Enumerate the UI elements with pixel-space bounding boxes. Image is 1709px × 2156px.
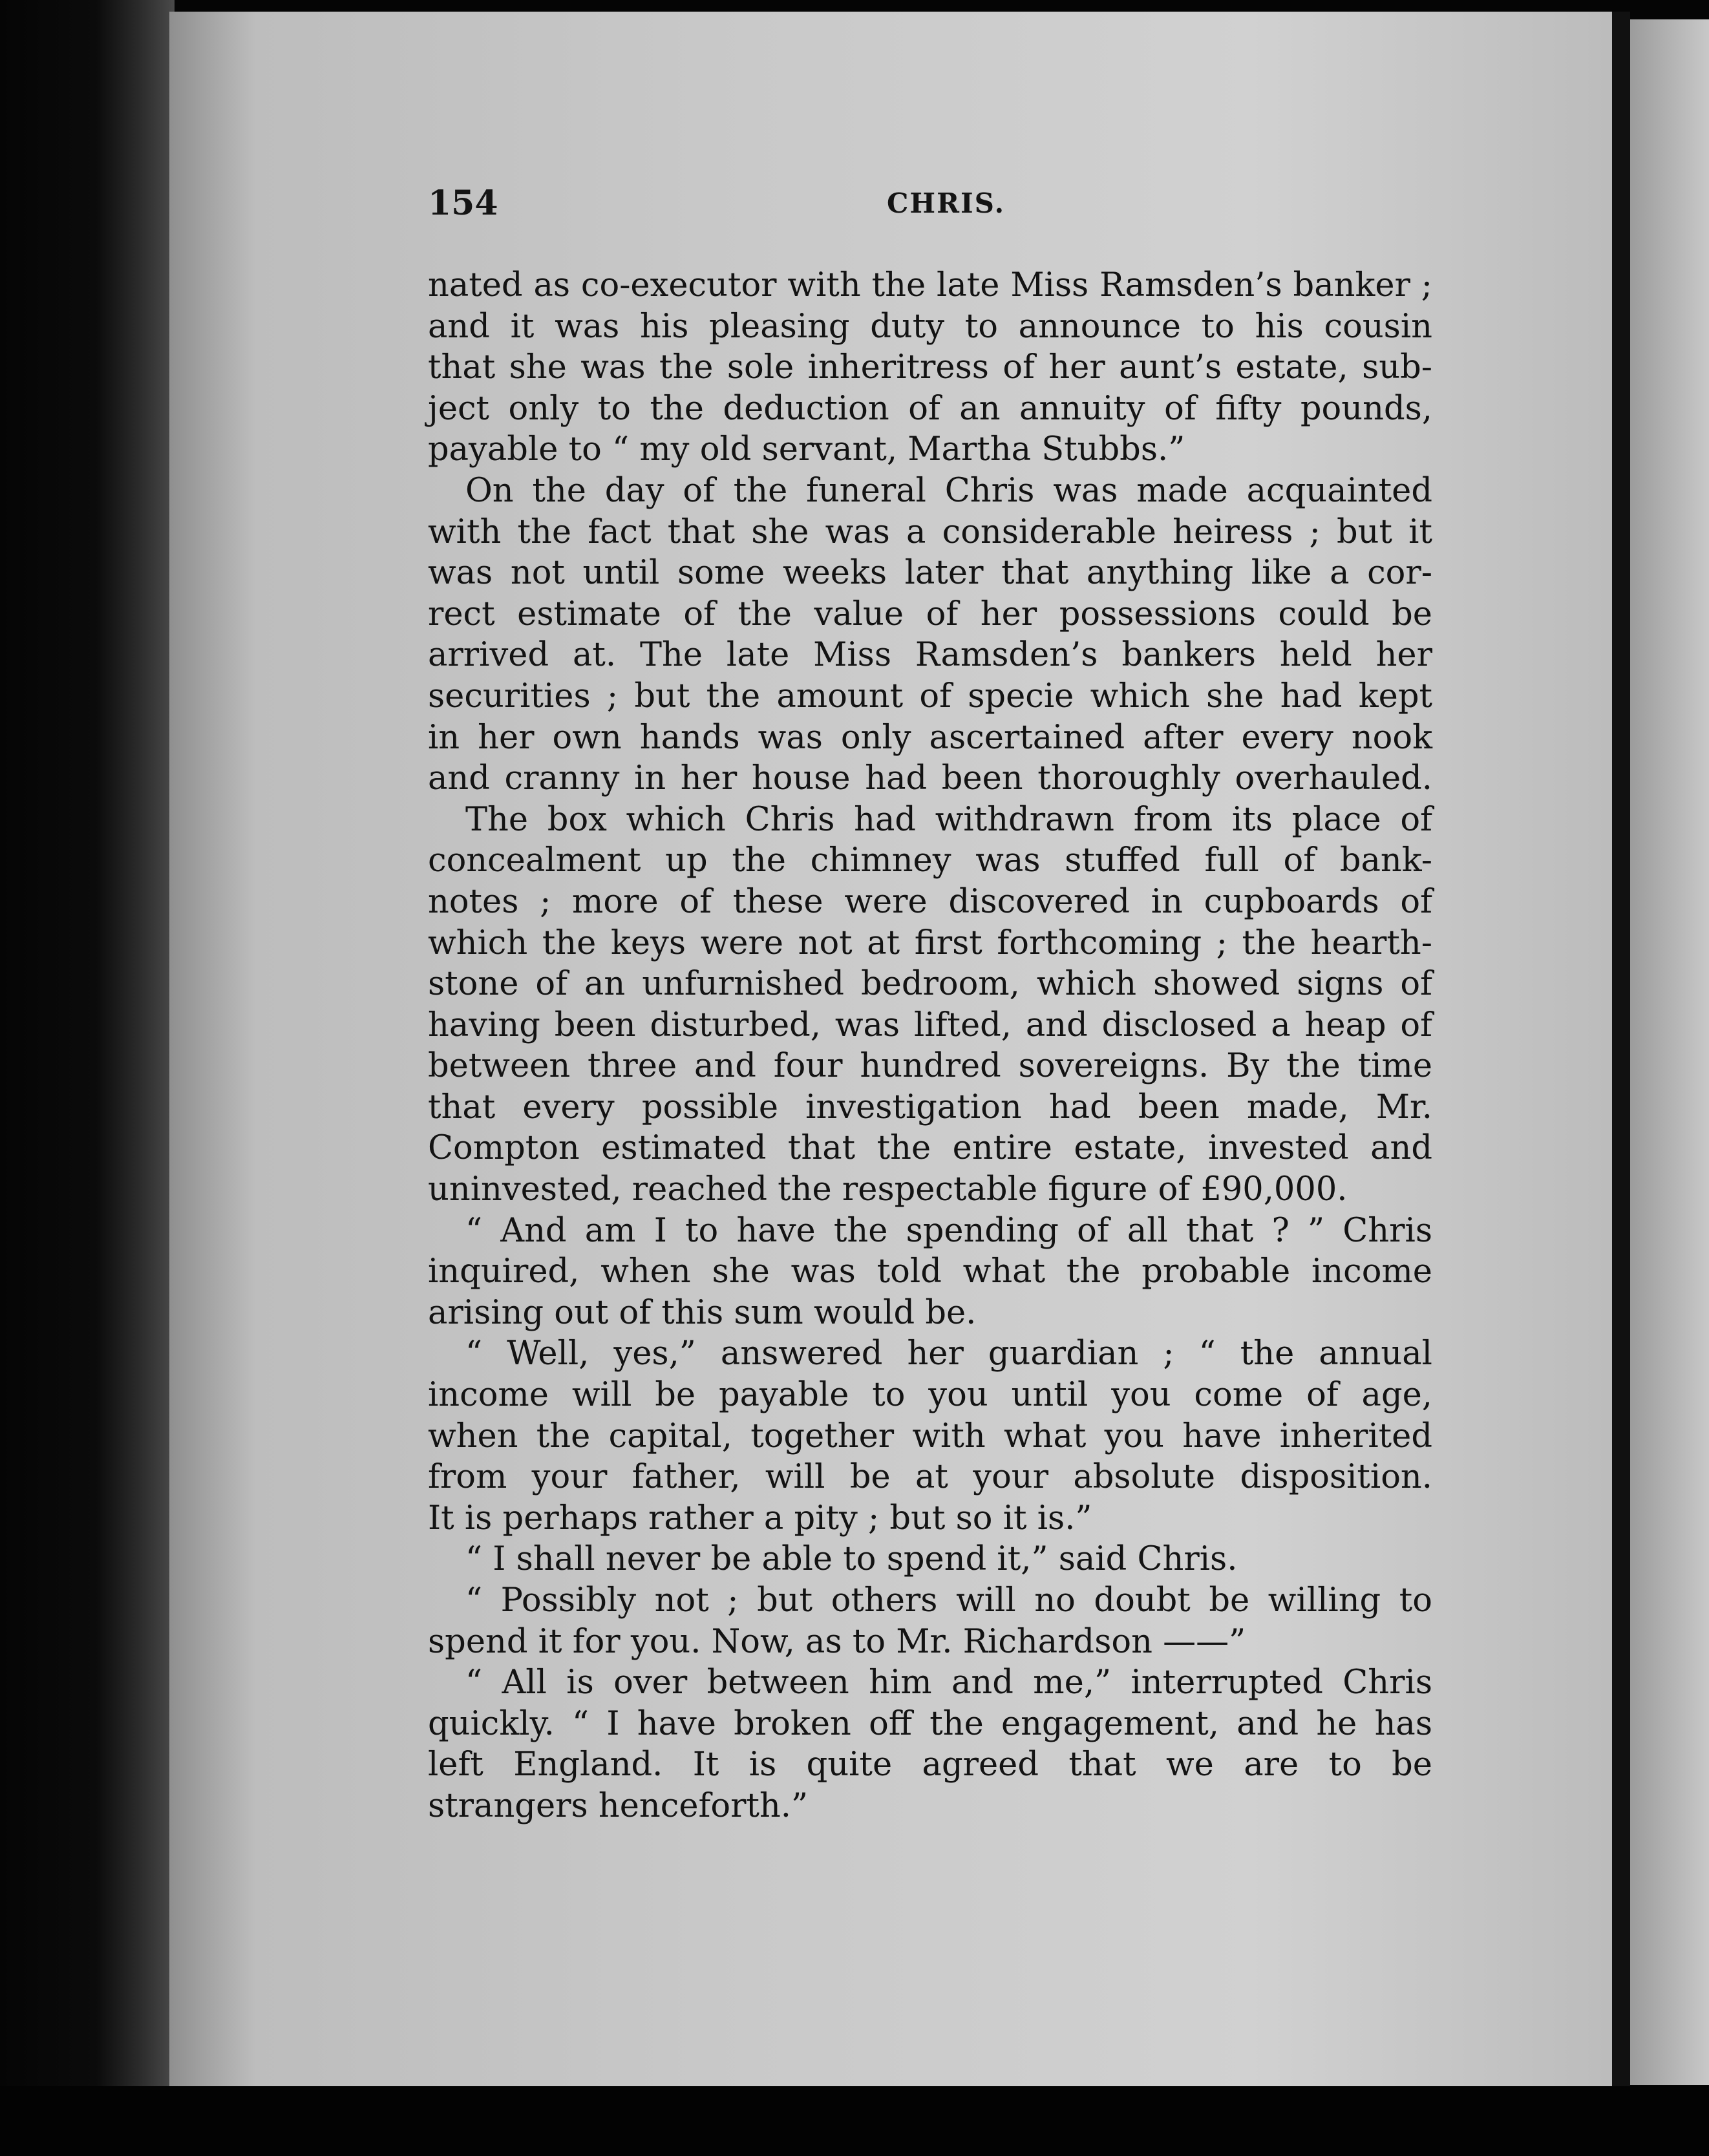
body-text: [428, 265, 1432, 1827]
adjacent-page-edge: [1630, 19, 1709, 2085]
text-line: “ And am I to have the spending of all that ? ” Chris: [465, 1211, 1432, 1250]
text-line: Compton estimated that the entire estate, invested and: [428, 1129, 1432, 1168]
text-line: that she was the sole inheritress of her aunt’s estate, sub-: [428, 348, 1432, 387]
text-line: It is perhaps rather a pity ; but so it is.”: [428, 1499, 1092, 1538]
text-line: arrived at. The late Miss Ramsden’s bankers held her: [428, 636, 1432, 675]
text-line: inquired, when she was told what the probable income: [428, 1252, 1432, 1291]
text-line: and cranny in her house had been thoroughly overhauled.: [428, 759, 1432, 798]
text-line: with the fact that she was a considerable heiress ; but it: [428, 513, 1432, 551]
text-line: payable to “ my old servant, Martha Stubbs.”: [428, 430, 1185, 469]
text-line: “ I shall never be able to spend it,” said Chris.: [465, 1540, 1238, 1579]
text-line: The box which Chris had withdrawn from its place of: [465, 800, 1432, 839]
text-line: rect estimate of the value of her possessions could be: [428, 595, 1432, 633]
text-line: nated as co-executor with the late Miss Ramsden’s banker ;: [428, 266, 1432, 304]
page-header: [428, 184, 1430, 242]
text-line: “ All is over between him and me,” interrupted Chris: [465, 1664, 1432, 1702]
book-binding-edge: [0, 0, 175, 2156]
text-line: notes ; more of these were discovered in cupboards of: [428, 882, 1432, 921]
text-line: from your father, will be at your absolute disposition.: [428, 1458, 1432, 1497]
scan-border-bottom: [0, 2086, 1709, 2156]
text-line: and it was his pleasing duty to announce to his cousin: [428, 307, 1432, 346]
text-line: On the day of the funeral Chris was made acquainted: [465, 471, 1432, 510]
page-gutter: [1612, 12, 1630, 2086]
text-line: between three and four hundred sovereigns. By the time: [428, 1047, 1432, 1086]
text-line: quickly. “ I have broken off the engagement, and he has: [428, 1704, 1432, 1743]
text-line: that every possible investigation had been made, Mr.: [428, 1088, 1432, 1126]
text-line: ject only to the deduction of an annuity of fifty pounds,: [428, 389, 1432, 428]
text-line: in her own hands was only ascertained after every nook: [428, 718, 1432, 757]
text-line: spend it for you. Now, as to Mr. Richardson ——”: [428, 1622, 1246, 1661]
text-line: having been disturbed, was lifted, and disclosed a heap of: [428, 1006, 1432, 1044]
text-line: which the keys were not at first forthcoming ; the hearth-: [428, 924, 1432, 962]
text-line: left England. It is quite agreed that we are to be: [428, 1746, 1432, 1784]
text-line: stone of an unfurnished bedroom, which showed signs of: [428, 965, 1432, 1004]
text-line: uninvested, reached the respectable figure of £90,000.: [428, 1170, 1348, 1209]
text-line: “ Well, yes,” answered her guardian ; “ the annual: [465, 1335, 1432, 1373]
running-head: CHRIS.: [887, 187, 1006, 219]
text-line: income will be payable to you until you come of age,: [428, 1376, 1432, 1415]
text-line: concealment up the chimney was stuffed full of bank-: [428, 841, 1432, 880]
page-number: 154: [428, 184, 498, 223]
text-line: securities ; but the amount of specie which she had kept: [428, 677, 1432, 715]
text-line: strangers henceforth.”: [428, 1786, 809, 1825]
text-line: when the capital, together with what you have inherited: [428, 1417, 1432, 1455]
text-line: arising out of this sum would be.: [428, 1293, 977, 1332]
text-line: was not until some weeks later that anything like a cor-: [428, 554, 1432, 593]
text-line: “ Possibly not ; but others will no doubt be willing to: [465, 1581, 1432, 1620]
